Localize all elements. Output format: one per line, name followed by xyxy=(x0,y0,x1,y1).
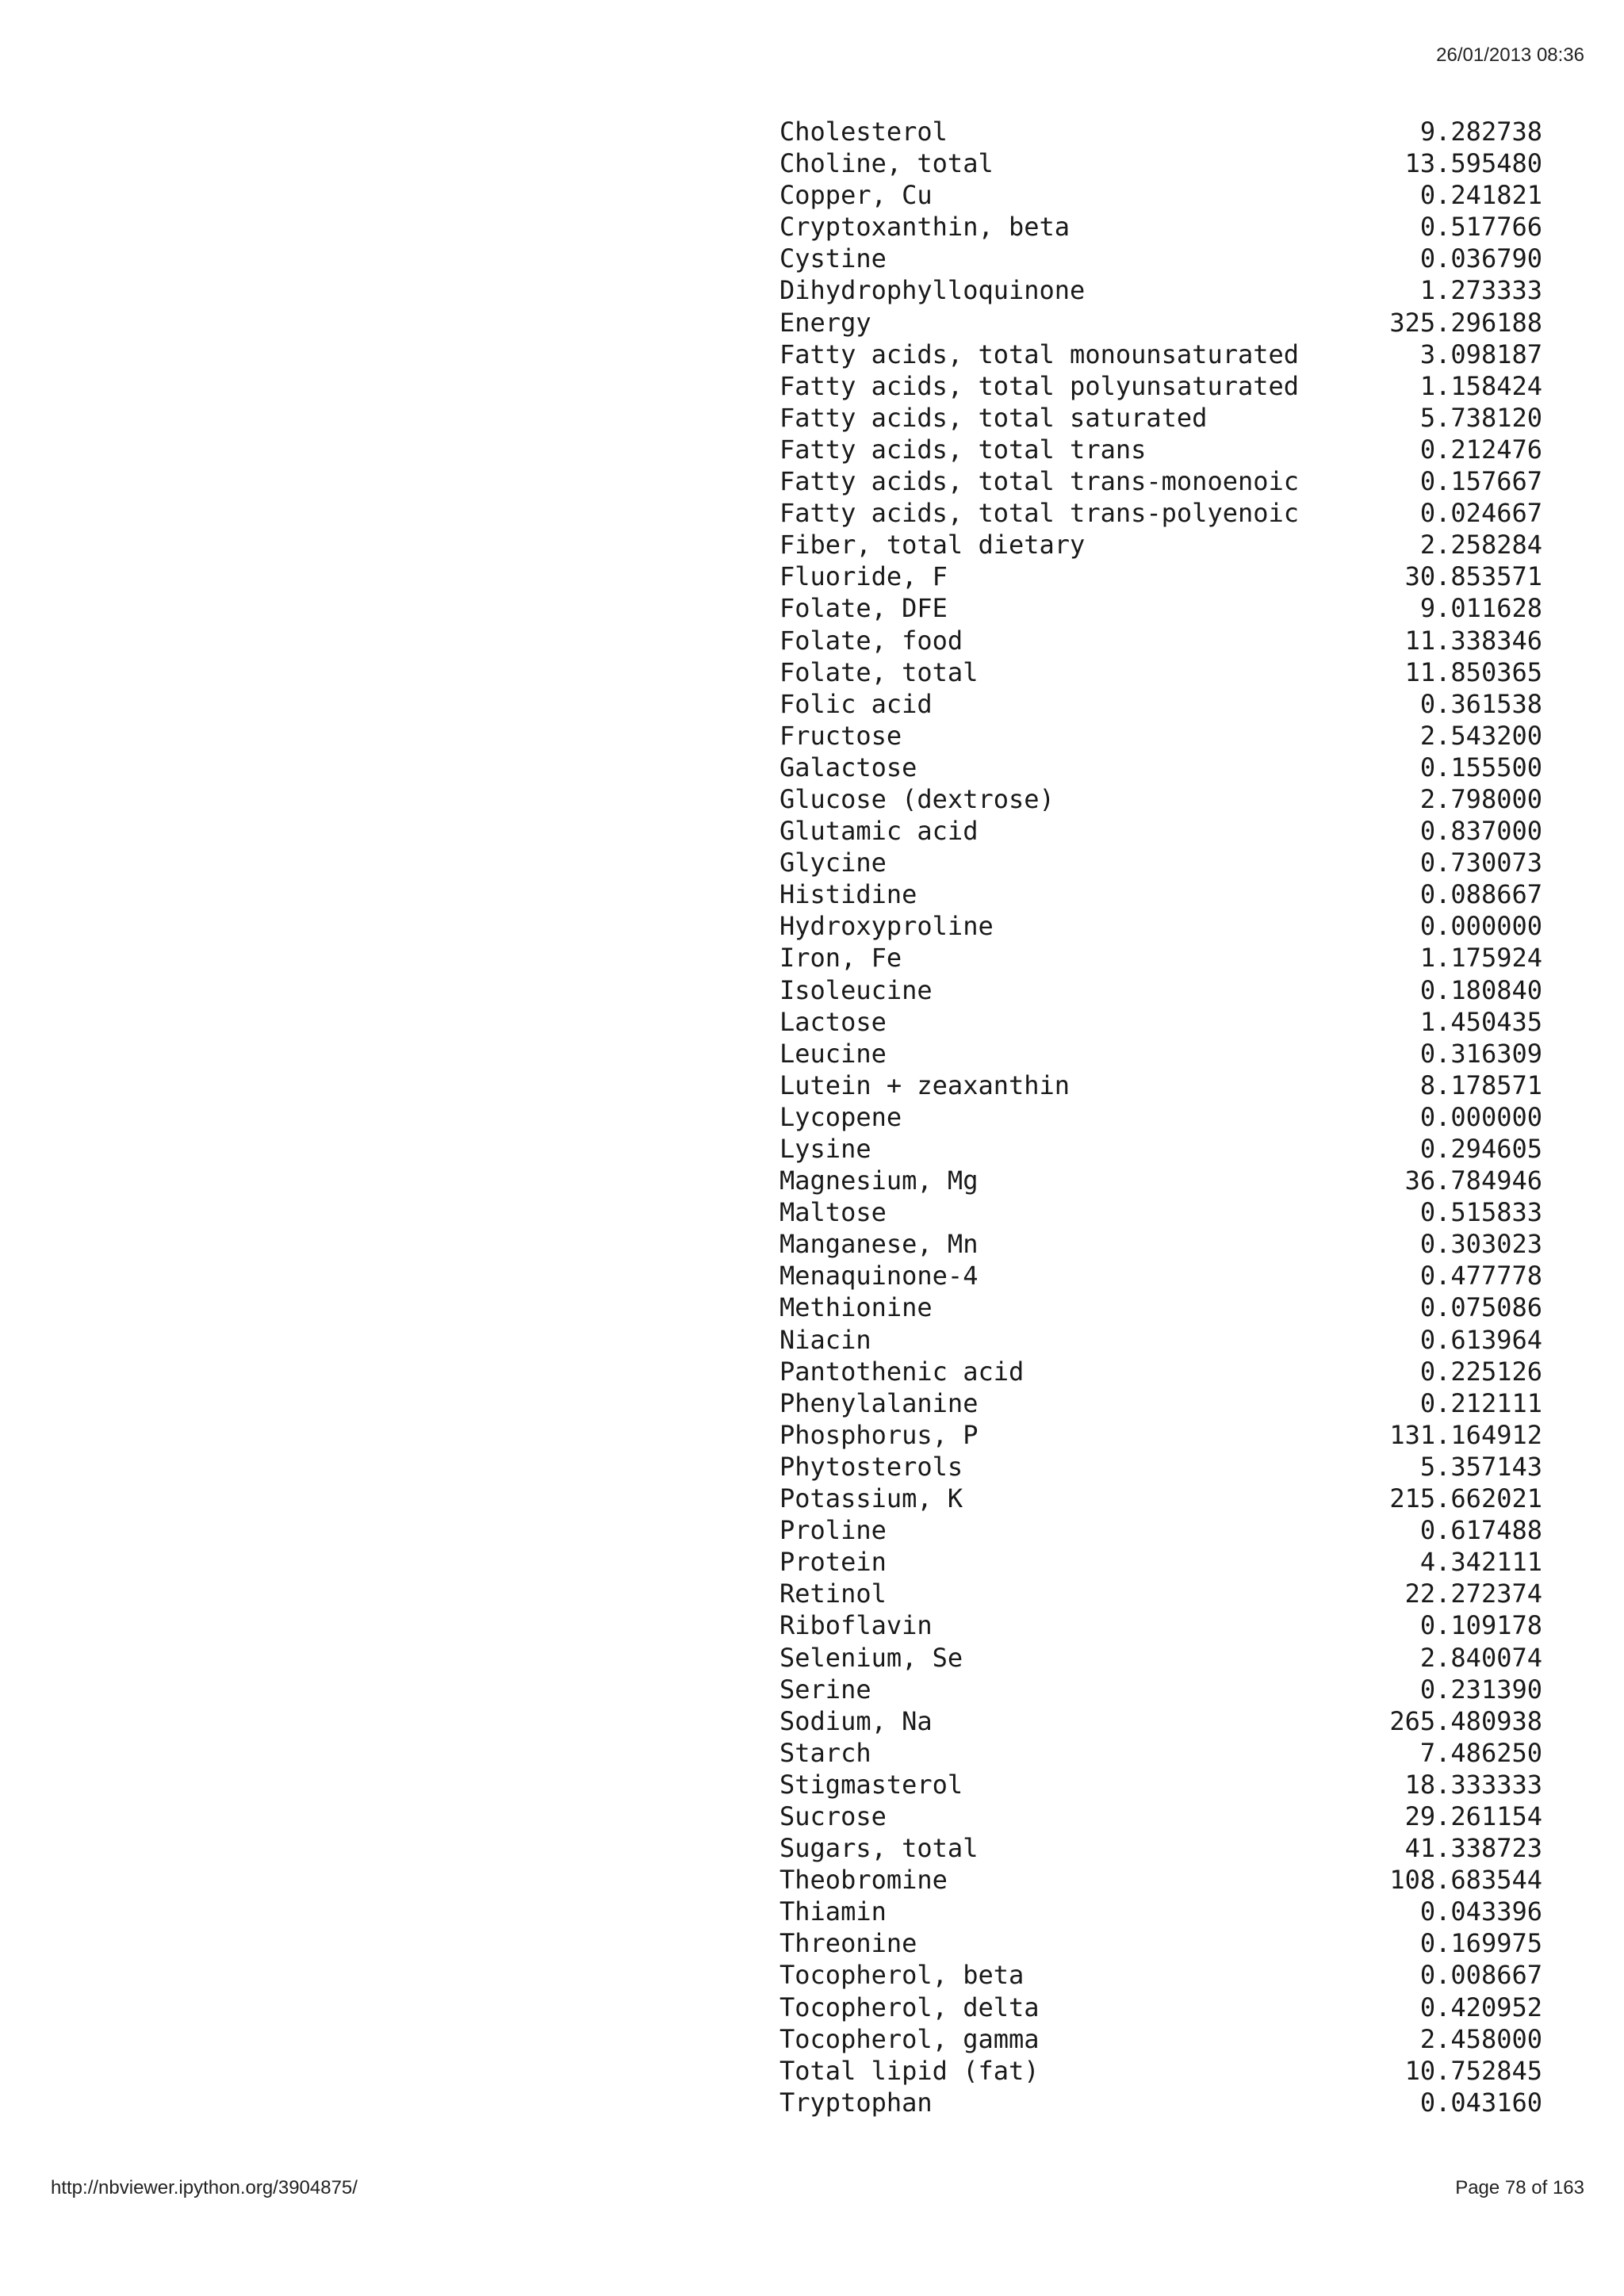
table-row xyxy=(779,561,1542,592)
table-row xyxy=(779,783,1542,815)
nutrient-name: Glutamic acid xyxy=(779,816,979,847)
table-row xyxy=(779,1196,1542,1228)
nutrient-value: 29.261154 xyxy=(1404,1800,1542,1831)
nutrient-name: Methionine xyxy=(779,1292,933,1323)
nutrient-name: Proline xyxy=(779,1515,887,1546)
nutrient-name: Serine xyxy=(779,1674,871,1705)
nutrient-value: 22.272374 xyxy=(1404,1578,1542,1609)
nutrient-name: Folate, food xyxy=(779,625,963,656)
nutrient-name: Theobromine xyxy=(779,1865,948,1896)
table-row xyxy=(779,1387,1542,1419)
print-timestamp: 26/01/2013 08:36 xyxy=(1436,44,1584,66)
nutrient-value: 0.180840 xyxy=(1419,974,1542,1005)
nutrient-name: Galactose xyxy=(779,752,917,783)
table-row xyxy=(779,179,1542,211)
nutrient-value: 0.294605 xyxy=(1419,1134,1542,1164)
table-row xyxy=(779,910,1542,942)
table-row xyxy=(779,1006,1542,1038)
nutrient-name: Total lipid (fat) xyxy=(779,2055,1040,2086)
table-row xyxy=(779,1451,1542,1483)
nutrient-value: 0.231390 xyxy=(1419,1674,1542,1705)
nutrient-name: Fructose xyxy=(779,720,902,751)
table-row xyxy=(779,815,1542,847)
table-row xyxy=(779,1927,1542,1959)
nutrient-name: Lycopene xyxy=(779,1101,902,1132)
nutrient-value: 13.595480 xyxy=(1404,148,1542,179)
table-row xyxy=(779,274,1542,306)
nutrient-name: Tryptophan xyxy=(779,2087,933,2118)
nutrient-name: Folate, total xyxy=(779,656,979,687)
table-row xyxy=(779,434,1542,465)
table-row xyxy=(779,592,1542,624)
table-row xyxy=(779,1959,1542,1991)
table-row xyxy=(779,1260,1542,1292)
table-row xyxy=(779,1514,1542,1546)
table-row xyxy=(779,1642,1542,1674)
nutrient-value: 0.155500 xyxy=(1419,752,1542,783)
nutrient-name: Folic acid xyxy=(779,688,933,719)
nutrient-value: 8.178571 xyxy=(1419,1070,1542,1100)
table-row xyxy=(779,942,1542,974)
nutrient-name: Dihydrophylloquinone xyxy=(779,275,1086,306)
page-number: Page 78 of 163 xyxy=(1455,2177,1584,2198)
nutrient-name: Thiamin xyxy=(779,1896,887,1927)
table-row xyxy=(779,307,1542,339)
table-row xyxy=(779,656,1542,688)
table-row xyxy=(779,1546,1542,1578)
table-row xyxy=(779,1228,1542,1260)
table-row xyxy=(779,688,1542,720)
nutrient-name: Menaquinone-4 xyxy=(779,1261,979,1292)
nutrient-name: Lutein + zeaxanthin xyxy=(779,1070,1071,1100)
nutrient-value: 41.338723 xyxy=(1404,1833,1542,1864)
nutrient-name: Lactose xyxy=(779,1006,887,1037)
table-row xyxy=(779,1324,1542,1356)
nutrient-value: 5.738120 xyxy=(1419,402,1542,433)
table-row xyxy=(779,974,1542,1006)
nutrient-name: Folate, DFE xyxy=(779,593,948,624)
nutrient-value: 0.008667 xyxy=(1419,1960,1542,1991)
nutrient-value: 1.273333 xyxy=(1419,275,1542,306)
nutrient-name: Protein xyxy=(779,1547,887,1578)
nutrient-value: 0.617488 xyxy=(1419,1515,1542,1546)
nutrient-value: 2.840074 xyxy=(1419,1642,1542,1673)
nutrient-value: 0.088667 xyxy=(1419,879,1542,910)
table-row xyxy=(779,847,1542,878)
table-row xyxy=(779,720,1542,752)
table-row xyxy=(779,370,1542,402)
nutrient-value: 5.357143 xyxy=(1419,1451,1542,1482)
nutrient-name: Maltose xyxy=(779,1197,887,1228)
table-row xyxy=(779,465,1542,497)
nutrient-name: Energy xyxy=(779,307,871,338)
nutrient-value: 0.420952 xyxy=(1419,1992,1542,2022)
nutrient-name: Tocopherol, delta xyxy=(779,1992,1040,2022)
nutrient-value: 0.212111 xyxy=(1419,1387,1542,1418)
nutrient-value: 0.169975 xyxy=(1419,1928,1542,1959)
nutrient-value: 108.683544 xyxy=(1389,1865,1542,1896)
nutrient-name: Stigmasterol xyxy=(779,1769,963,1800)
nutrient-name: Starch xyxy=(779,1737,871,1768)
nutrient-value: 2.798000 xyxy=(1419,783,1542,814)
nutrient-value: 0.837000 xyxy=(1419,816,1542,847)
nutrient-name: Cryptoxanthin, beta xyxy=(779,212,1071,243)
table-row xyxy=(779,2087,1542,2118)
table-row xyxy=(779,1356,1542,1387)
nutrient-value: 0.361538 xyxy=(1419,688,1542,719)
nutrient-name: Iron, Fe xyxy=(779,943,902,974)
table-row xyxy=(779,752,1542,783)
nutrient-value: 7.486250 xyxy=(1419,1737,1542,1768)
nutrient-name: Retinol xyxy=(779,1578,887,1609)
table-row xyxy=(779,1896,1542,1927)
nutrient-value: 1.175924 xyxy=(1419,943,1542,974)
nutrient-value: 0.000000 xyxy=(1419,1101,1542,1132)
table-row xyxy=(779,1864,1542,1896)
nutrient-value: 0.517766 xyxy=(1419,212,1542,243)
source-url-link[interactable]: http://nbviewer.ipython.org/3904875/ xyxy=(51,2177,358,2198)
nutrient-value: 2.458000 xyxy=(1419,2023,1542,2054)
nutrient-name: Pantothenic acid xyxy=(779,1356,1025,1387)
nutrient-name: Glycine xyxy=(779,848,887,878)
nutrient-value: 11.338346 xyxy=(1404,625,1542,656)
table-row xyxy=(779,1609,1542,1641)
table-row xyxy=(779,402,1542,434)
nutrient-value: 325.296188 xyxy=(1389,307,1542,338)
table-row xyxy=(779,497,1542,529)
table-row xyxy=(779,1578,1542,1609)
nutrient-value: 1.450435 xyxy=(1419,1006,1542,1037)
table-row xyxy=(779,1165,1542,1196)
nutrient-table xyxy=(779,116,1542,2118)
table-row xyxy=(779,211,1542,243)
nutrient-name: Phytosterols xyxy=(779,1451,963,1482)
nutrient-value: 0.316309 xyxy=(1419,1038,1542,1069)
nutrient-name: Fluoride, F xyxy=(779,561,948,592)
nutrient-name: Cystine xyxy=(779,243,887,274)
nutrient-value: 11.850365 xyxy=(1404,656,1542,687)
nutrient-name: Sugars, total xyxy=(779,1833,979,1864)
nutrient-name: Magnesium, Mg xyxy=(779,1165,979,1196)
nutrient-name: Sucrose xyxy=(779,1800,887,1831)
nutrient-name: Fatty acids, total trans-polyenoic xyxy=(779,498,1300,529)
nutrient-name: Fatty acids, total polyunsaturated xyxy=(779,370,1300,401)
nutrient-name: Hydroxyproline xyxy=(779,911,994,942)
nutrient-name: Fatty acids, total trans xyxy=(779,434,1147,465)
nutrient-value: 0.109178 xyxy=(1419,1610,1542,1641)
nutrient-name: Choline, total xyxy=(779,148,994,179)
nutrient-value: 9.011628 xyxy=(1419,593,1542,624)
nutrient-value: 215.662021 xyxy=(1389,1483,1542,1514)
nutrient-name: Riboflavin xyxy=(779,1610,933,1641)
table-row xyxy=(779,339,1542,370)
nutrient-value: 0.000000 xyxy=(1419,911,1542,942)
nutrient-name: Selenium, Se xyxy=(779,1642,963,1673)
nutrient-value: 0.303023 xyxy=(1419,1229,1542,1260)
nutrient-value: 3.098187 xyxy=(1419,339,1542,369)
nutrient-name: Isoleucine xyxy=(779,974,933,1005)
table-row xyxy=(779,1832,1542,1864)
nutrient-value: 265.480938 xyxy=(1389,1705,1542,1736)
table-row xyxy=(779,1133,1542,1165)
nutrient-name: Threonine xyxy=(779,1928,917,1959)
nutrient-value: 0.212476 xyxy=(1419,434,1542,465)
nutrient-value: 131.164912 xyxy=(1389,1419,1542,1450)
table-row xyxy=(779,1737,1542,1769)
nutrient-name: Phenylalanine xyxy=(779,1387,979,1418)
nutrient-value: 10.752845 xyxy=(1404,2055,1542,2086)
nutrient-value: 0.225126 xyxy=(1419,1356,1542,1387)
nutrient-name: Potassium, K xyxy=(779,1483,963,1514)
nutrient-value: 0.241821 xyxy=(1419,180,1542,211)
table-row xyxy=(779,1101,1542,1133)
nutrient-name: Fiber, total dietary xyxy=(779,530,1086,561)
nutrient-value: 2.258284 xyxy=(1419,530,1542,561)
nutrient-name: Cholesterol xyxy=(779,117,948,147)
nutrient-name: Leucine xyxy=(779,1038,887,1069)
nutrient-value: 9.282738 xyxy=(1419,117,1542,147)
table-row xyxy=(779,1992,1542,2023)
nutrient-value: 18.333333 xyxy=(1404,1769,1542,1800)
nutrient-value: 0.024667 xyxy=(1419,498,1542,529)
table-row xyxy=(779,1038,1542,1070)
table-row xyxy=(779,1483,1542,1514)
nutrient-name: Copper, Cu xyxy=(779,180,933,211)
table-row xyxy=(779,878,1542,910)
table-row xyxy=(779,1705,1542,1737)
nutrient-name: Fatty acids, total trans-monoenoic xyxy=(779,466,1300,497)
nutrient-name: Phosphorus, P xyxy=(779,1419,979,1450)
nutrient-name: Manganese, Mn xyxy=(779,1229,979,1260)
nutrient-value: 0.075086 xyxy=(1419,1292,1542,1323)
nutrient-value: 30.853571 xyxy=(1404,561,1542,592)
nutrient-value: 0.730073 xyxy=(1419,848,1542,878)
table-row xyxy=(779,147,1542,179)
nutrient-value: 1.158424 xyxy=(1419,370,1542,401)
table-row xyxy=(779,1674,1542,1705)
nutrient-name: Histidine xyxy=(779,879,917,910)
nutrient-name: Glucose (dextrose) xyxy=(779,783,1055,814)
nutrient-value: 0.515833 xyxy=(1419,1197,1542,1228)
table-row xyxy=(779,529,1542,561)
table-row xyxy=(779,243,1542,274)
nutrient-value: 4.342111 xyxy=(1419,1547,1542,1578)
nutrient-name: Fatty acids, total saturated xyxy=(779,402,1208,433)
nutrient-value: 0.613964 xyxy=(1419,1324,1542,1355)
table-row xyxy=(779,116,1542,147)
table-row xyxy=(779,1292,1542,1323)
nutrient-value: 0.157667 xyxy=(1419,466,1542,497)
nutrient-value: 0.477778 xyxy=(1419,1261,1542,1292)
nutrient-name: Sodium, Na xyxy=(779,1705,933,1736)
table-row xyxy=(779,2055,1542,2087)
table-row xyxy=(779,1800,1542,1832)
table-row xyxy=(779,2023,1542,2055)
nutrient-name: Niacin xyxy=(779,1324,871,1355)
nutrient-value: 0.043396 xyxy=(1419,1896,1542,1927)
nutrient-name: Tocopherol, beta xyxy=(779,1960,1025,1991)
nutrient-value: 0.036790 xyxy=(1419,243,1542,274)
table-row xyxy=(779,625,1542,656)
table-row xyxy=(779,1419,1542,1451)
nutrient-value: 2.543200 xyxy=(1419,720,1542,751)
nutrient-name: Tocopherol, gamma xyxy=(779,2023,1040,2054)
table-row xyxy=(779,1769,1542,1800)
nutrient-value: 36.784946 xyxy=(1404,1165,1542,1196)
nutrient-value: 0.043160 xyxy=(1419,2087,1542,2118)
nutrient-name: Lysine xyxy=(779,1134,871,1164)
table-row xyxy=(779,1070,1542,1101)
nutrient-name: Fatty acids, total monounsaturated xyxy=(779,339,1300,369)
